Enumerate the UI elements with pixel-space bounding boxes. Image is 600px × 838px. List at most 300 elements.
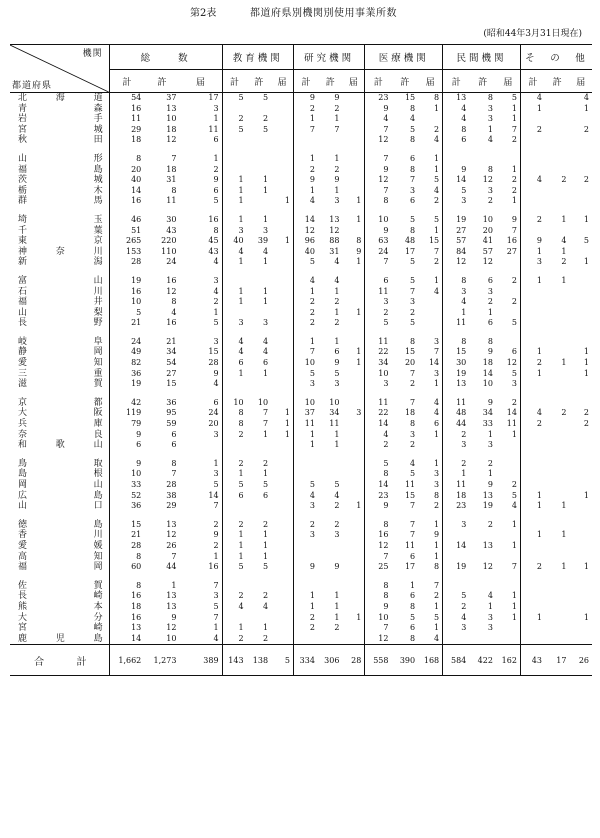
table-cell: [271, 613, 293, 624]
table-cell: 4: [487, 135, 493, 145]
table-row: [10, 398, 592, 409]
table-cell: 9: [443, 165, 470, 176]
table-cell: 48: [443, 408, 470, 419]
table-cell: [247, 165, 272, 176]
table-cell: 3: [443, 623, 470, 634]
table-cell: 3: [410, 185, 416, 195]
group-header-education: 教育機関: [222, 45, 293, 70]
table-cell: [569, 276, 592, 287]
table-cell: [469, 530, 496, 541]
table-cell: 3: [520, 257, 545, 268]
table-row: [10, 257, 592, 268]
table-cell: 1: [334, 612, 340, 622]
table-cell: 3: [410, 429, 416, 439]
table-cell: 3: [222, 318, 247, 329]
table-cell: 2: [511, 275, 517, 285]
table-cell: [271, 530, 293, 541]
table-cell: 57: [482, 246, 493, 256]
table-cell: 6: [334, 347, 340, 357]
table-cell: 11: [208, 124, 219, 134]
table-cell: [271, 297, 293, 308]
table-cell: [271, 541, 293, 552]
prefecture-name: 群 馬: [10, 196, 109, 207]
table-cell: 13: [166, 519, 177, 529]
table-cell: 4: [511, 501, 517, 511]
table-cell: 88: [329, 236, 340, 246]
table-cell: 3: [293, 501, 318, 512]
table-cell: [222, 379, 247, 390]
table-cell: 1: [213, 458, 219, 468]
table-cell: 9: [365, 602, 392, 613]
table-cell: 34: [166, 347, 177, 357]
table-cell: [569, 114, 592, 125]
subcolumn-header: 許: [318, 70, 343, 93]
table-cell: [293, 634, 318, 645]
table-cell: 5: [410, 214, 416, 224]
prefecture-name: 山 口: [10, 501, 109, 512]
table-cell: 1: [356, 214, 362, 224]
table-cell: [293, 581, 318, 592]
table-cell: [342, 623, 364, 634]
prefecture-name: 熊 本: [10, 602, 109, 613]
table-cell: [222, 308, 247, 319]
subcolumn-header: 届: [271, 70, 293, 93]
table-cell: 2: [511, 297, 517, 307]
table-cell: 22: [365, 347, 392, 358]
table-cell: 1: [443, 308, 470, 319]
table-cell: [545, 440, 570, 451]
table-cell: 2: [434, 257, 440, 267]
table-cell: [271, 104, 293, 115]
table-cell: 2: [334, 297, 340, 307]
table-cell: 10: [329, 397, 340, 407]
header-corner: [10, 45, 109, 93]
table-cell: 8: [443, 125, 470, 136]
table-cell: [247, 379, 272, 390]
table-cell: [545, 93, 570, 104]
table-cell: 1: [222, 297, 247, 308]
table-cell: [342, 165, 364, 176]
table-cell: [545, 541, 570, 552]
prefecture-name: 栃 木: [10, 186, 109, 197]
table-cell: 24: [109, 337, 144, 348]
table-row: [10, 337, 592, 348]
table-cell: 9: [365, 104, 392, 115]
table-cell: [443, 154, 470, 165]
table-cell: 1: [511, 601, 517, 611]
table-row: [10, 154, 592, 165]
table-cell: [520, 114, 545, 125]
table-cell: 5: [410, 124, 416, 134]
table-cell: 1: [222, 530, 247, 541]
table-cell: [271, 469, 293, 480]
group-header-other: そ の 他: [520, 45, 592, 70]
table-cell: [545, 379, 570, 390]
prefecture-name: 徳 島: [10, 520, 109, 531]
table-cell: 6: [222, 491, 247, 502]
table-cell: 95: [166, 408, 177, 418]
table-cell: 2: [511, 175, 517, 185]
table-cell: 1: [410, 580, 416, 590]
table-row: [10, 226, 592, 237]
prefecture-name: 千 葉: [10, 226, 109, 237]
group-header-private: 民間機関: [443, 45, 521, 70]
table-cell: [569, 552, 592, 563]
table-cell: 8: [410, 633, 416, 643]
table-cell: 5: [222, 562, 247, 573]
table-cell: 18: [443, 491, 470, 502]
table-cell: [520, 634, 545, 645]
table-cell: 7: [410, 368, 416, 378]
table-cell: 4: [213, 633, 219, 643]
table-cell: 2: [520, 215, 545, 226]
table-cell: [496, 459, 521, 470]
table-cell: [318, 459, 343, 470]
table-cell: 1: [334, 440, 340, 450]
table-cell: [271, 634, 293, 645]
prefecture-name: 兵 庫: [10, 419, 109, 430]
table-cell: 4: [334, 257, 340, 267]
table-cell: [247, 581, 272, 592]
table-cell: 7: [293, 347, 318, 358]
table-cell: 1: [583, 368, 589, 378]
table-cell: [496, 154, 521, 165]
prefecture-name: 東 京: [10, 236, 109, 247]
table-cell: 3: [487, 185, 493, 195]
table-cell: 3: [410, 297, 416, 307]
table-cell: [342, 104, 364, 115]
table-cell: 2: [583, 408, 589, 418]
table-cell: 7: [511, 225, 517, 235]
table-cell: [271, 491, 293, 502]
table-cell: [520, 154, 545, 165]
table-cell: 10: [109, 297, 144, 308]
table-cell: 3: [213, 336, 219, 346]
table-cell: 10: [166, 114, 177, 124]
table-cell: [271, 276, 293, 287]
table-cell: [271, 581, 293, 592]
table-cell: [520, 469, 545, 480]
table-cell: [469, 154, 496, 165]
table-cell: [342, 369, 364, 380]
table-cell: 1: [293, 440, 318, 451]
table-cell: [318, 552, 343, 563]
table-cell: 20: [208, 419, 219, 429]
table-cell: [569, 287, 592, 298]
table-cell: [342, 480, 364, 491]
table-cell: 10: [482, 379, 493, 389]
table-cell: [469, 634, 496, 645]
table-cell: 10: [365, 613, 392, 624]
table-cell: [520, 337, 545, 348]
table-cell: 6: [109, 440, 144, 451]
table-cell: 1: [511, 591, 517, 601]
table-cell: 2: [293, 613, 318, 624]
table-cell: 3: [487, 623, 493, 633]
prefecture-name: 福 岡: [10, 562, 109, 573]
table-cell: 8: [109, 552, 144, 563]
table-cell: 1: [520, 501, 545, 512]
table-cell: 15: [404, 490, 416, 500]
table-cell: [569, 186, 592, 197]
table-cell: 1: [520, 530, 545, 541]
table-cell: 19: [109, 276, 144, 287]
table-cell: 3: [222, 226, 247, 237]
table-cell: 1: [561, 530, 567, 540]
table-cell: 2: [222, 114, 247, 125]
table-row: [10, 440, 592, 451]
table-cell: 1: [222, 552, 247, 563]
table-cell: [418, 297, 443, 308]
prefecture-name: 富 山: [10, 276, 109, 287]
prefecture-name: 岡 山: [10, 480, 109, 491]
table-cell: 13: [482, 540, 493, 550]
table-cell: 1: [334, 307, 340, 317]
table-cell: [545, 480, 570, 491]
table-cell: 2: [213, 297, 219, 307]
table-cell: [342, 602, 364, 613]
table-cell: 96: [293, 236, 318, 247]
table-cell: 2: [520, 358, 545, 369]
table-cell: [545, 308, 570, 319]
table-cell: [545, 634, 570, 645]
table-cell: [318, 135, 343, 146]
prefecture-name: 高 知: [10, 552, 109, 563]
table-cell: 8: [109, 154, 144, 165]
table-cell: 24: [166, 257, 177, 267]
table-cell: 5: [262, 480, 269, 489]
prefecture-name: 福 井: [10, 297, 109, 308]
table-cell: 2: [222, 459, 247, 470]
table-cell: 584: [443, 645, 470, 676]
table-cell: [545, 297, 570, 308]
table-cell: [569, 501, 592, 512]
table-cell: [247, 154, 272, 165]
table-cell: 2: [262, 633, 269, 643]
table-cell: 12: [166, 286, 177, 296]
table-cell: 1: [583, 347, 589, 357]
table-cell: 8: [171, 297, 177, 307]
table-cell: [545, 581, 570, 592]
total-label: 合 計: [10, 645, 109, 676]
table-cell: 153: [109, 247, 144, 258]
table-cell: 3: [213, 591, 219, 601]
table-cell: 3: [511, 379, 517, 389]
table-cell: 33: [109, 480, 144, 491]
table-cell: 5: [213, 196, 219, 206]
table-cell: 1: [487, 124, 493, 134]
prefecture-name: 広 島: [10, 491, 109, 502]
table-cell: 3: [213, 469, 219, 479]
table-row: [10, 581, 592, 592]
table-cell: 7: [171, 469, 177, 479]
table-cell: 2: [365, 440, 392, 451]
table-cell: 3: [293, 530, 318, 541]
table-cell: [520, 459, 545, 470]
subcolumn-header: 計: [293, 70, 318, 93]
table-cell: 4: [561, 236, 567, 246]
table-cell: [342, 469, 364, 480]
table-cell: 1: [222, 623, 247, 634]
table-cell: 1: [561, 214, 567, 224]
table-cell: [569, 308, 592, 319]
table-cell: [569, 379, 592, 390]
table-cell: 11: [443, 318, 470, 329]
table-row: [10, 358, 592, 369]
subcolumn-header: 許: [469, 70, 496, 93]
table-cell: [569, 430, 592, 441]
table-cell: 2: [293, 520, 318, 531]
table-cell: 2: [511, 185, 517, 195]
table-cell: 2: [434, 501, 440, 511]
table-cell: [496, 623, 521, 634]
table-cell: 13: [329, 214, 340, 224]
table-cell: 5: [293, 257, 318, 268]
table-cell: [569, 165, 592, 176]
table-cell: 5: [443, 591, 470, 602]
table-cell: 1: [434, 103, 440, 113]
table-cell: 15: [166, 379, 177, 389]
prefecture-name: 秋 田: [10, 135, 109, 146]
table-cell: 4: [443, 613, 470, 624]
table-cell: 1: [284, 196, 290, 206]
table-cell: 2: [334, 164, 340, 174]
table-cell: 34: [482, 408, 493, 418]
table-cell: 3: [487, 103, 493, 113]
group-header-total: 総 数: [109, 45, 222, 70]
table-cell: 10: [166, 633, 177, 643]
table-cell: 4: [262, 347, 269, 357]
table-cell: 2: [583, 419, 589, 429]
table-cell: 11: [166, 196, 177, 206]
table-cell: 1: [583, 612, 589, 622]
table-cell: 2: [561, 175, 567, 185]
prefecture-name: 佐 賀: [10, 581, 109, 592]
table-cell: 3: [434, 480, 440, 489]
table-cell: 5: [511, 490, 517, 500]
prefecture-name: 埼 玉: [10, 215, 109, 226]
table-row: [10, 419, 592, 430]
table-cell: 1: [487, 429, 493, 439]
table-cell: 19: [443, 562, 470, 573]
table-cell: 1: [262, 297, 269, 307]
table-number: 第2表: [190, 8, 217, 19]
table-row: [10, 430, 592, 441]
table-cell: [520, 308, 545, 319]
table-cell: 6: [171, 440, 177, 450]
table-cell: 1: [222, 257, 247, 268]
table-cell: 52: [109, 491, 144, 502]
table-cell: 5: [293, 369, 318, 380]
table-cell: 5: [222, 480, 247, 491]
table-cell: [342, 379, 364, 390]
table-cell: 17: [404, 562, 416, 572]
table-cell: 24: [208, 408, 219, 418]
table-cell: [569, 581, 592, 592]
table-cell: 5: [109, 308, 144, 319]
table-cell: [271, 562, 293, 573]
table-cell: 7: [262, 419, 269, 429]
table-cell: 20: [109, 165, 144, 176]
table-cell: [342, 93, 364, 104]
table-cell: 1: [213, 153, 219, 163]
table-cell: [342, 276, 364, 287]
table-cell: 1: [520, 491, 545, 502]
table-cell: 1: [511, 164, 517, 174]
table-cell: 1: [334, 336, 340, 346]
table-cell: 1: [293, 337, 318, 348]
table-cell: 5: [511, 318, 517, 328]
group-header-research: 研究機関: [293, 45, 364, 70]
group-header-medical: 医療機関: [365, 45, 443, 70]
table-cell: 1: [222, 469, 247, 480]
table-cell: [247, 501, 272, 512]
table-cell: 5: [293, 480, 318, 491]
table-cell: 7: [410, 501, 416, 511]
table-cell: [545, 154, 570, 165]
table-cell: 1: [561, 275, 567, 285]
table-cell: 51: [109, 226, 144, 237]
table-cell: [520, 226, 545, 237]
table-cell: [545, 337, 570, 348]
table-cell: [418, 440, 443, 451]
table-cell: 1: [284, 419, 290, 429]
table-cell: 2: [583, 175, 589, 185]
table-cell: 8: [487, 93, 493, 102]
table-cell: [496, 440, 521, 451]
table-cell: 12: [365, 634, 392, 645]
table-cell: 3: [443, 520, 470, 531]
table-cell: 8: [443, 337, 470, 348]
table-row: [10, 602, 592, 613]
table-cell: 9: [511, 214, 517, 224]
table-cell: [520, 440, 545, 451]
table-row: [10, 93, 592, 104]
table-cell: 6: [410, 623, 416, 633]
table-cell: 1: [561, 246, 567, 256]
prefecture-name: 島 根: [10, 469, 109, 480]
table-cell: 44: [166, 562, 177, 572]
subcolumn-header: 計: [109, 70, 144, 93]
table-cell: 12: [482, 562, 493, 572]
table-cell: [179, 440, 222, 451]
table-cell: 79: [109, 419, 144, 430]
table-cell: 14: [109, 634, 144, 645]
table-cell: [520, 135, 545, 146]
table-cell: 7: [171, 153, 177, 163]
table-cell: 8: [410, 103, 416, 113]
table-cell: [271, 379, 293, 390]
table-cell: 7: [410, 175, 416, 185]
table-cell: 11: [365, 287, 392, 298]
table-cell: 18: [166, 164, 177, 174]
table-cell: 1: [561, 562, 567, 572]
table-cell: 11: [365, 337, 392, 348]
table-cell: [443, 530, 470, 541]
table-cell: 10: [293, 358, 318, 369]
table-cell: 1: [583, 214, 589, 224]
table-cell: 4: [334, 490, 340, 500]
table-cell: [222, 135, 247, 146]
table-cell: 4: [262, 336, 269, 346]
table-row: [10, 236, 592, 247]
table-cell: [496, 308, 521, 319]
table-cell: 2: [583, 124, 589, 134]
table-cell: 5: [410, 318, 416, 328]
subcolumn-header: 許: [247, 70, 272, 93]
table-cell: 8: [213, 225, 219, 235]
subcolumn-header: 届: [496, 70, 521, 93]
